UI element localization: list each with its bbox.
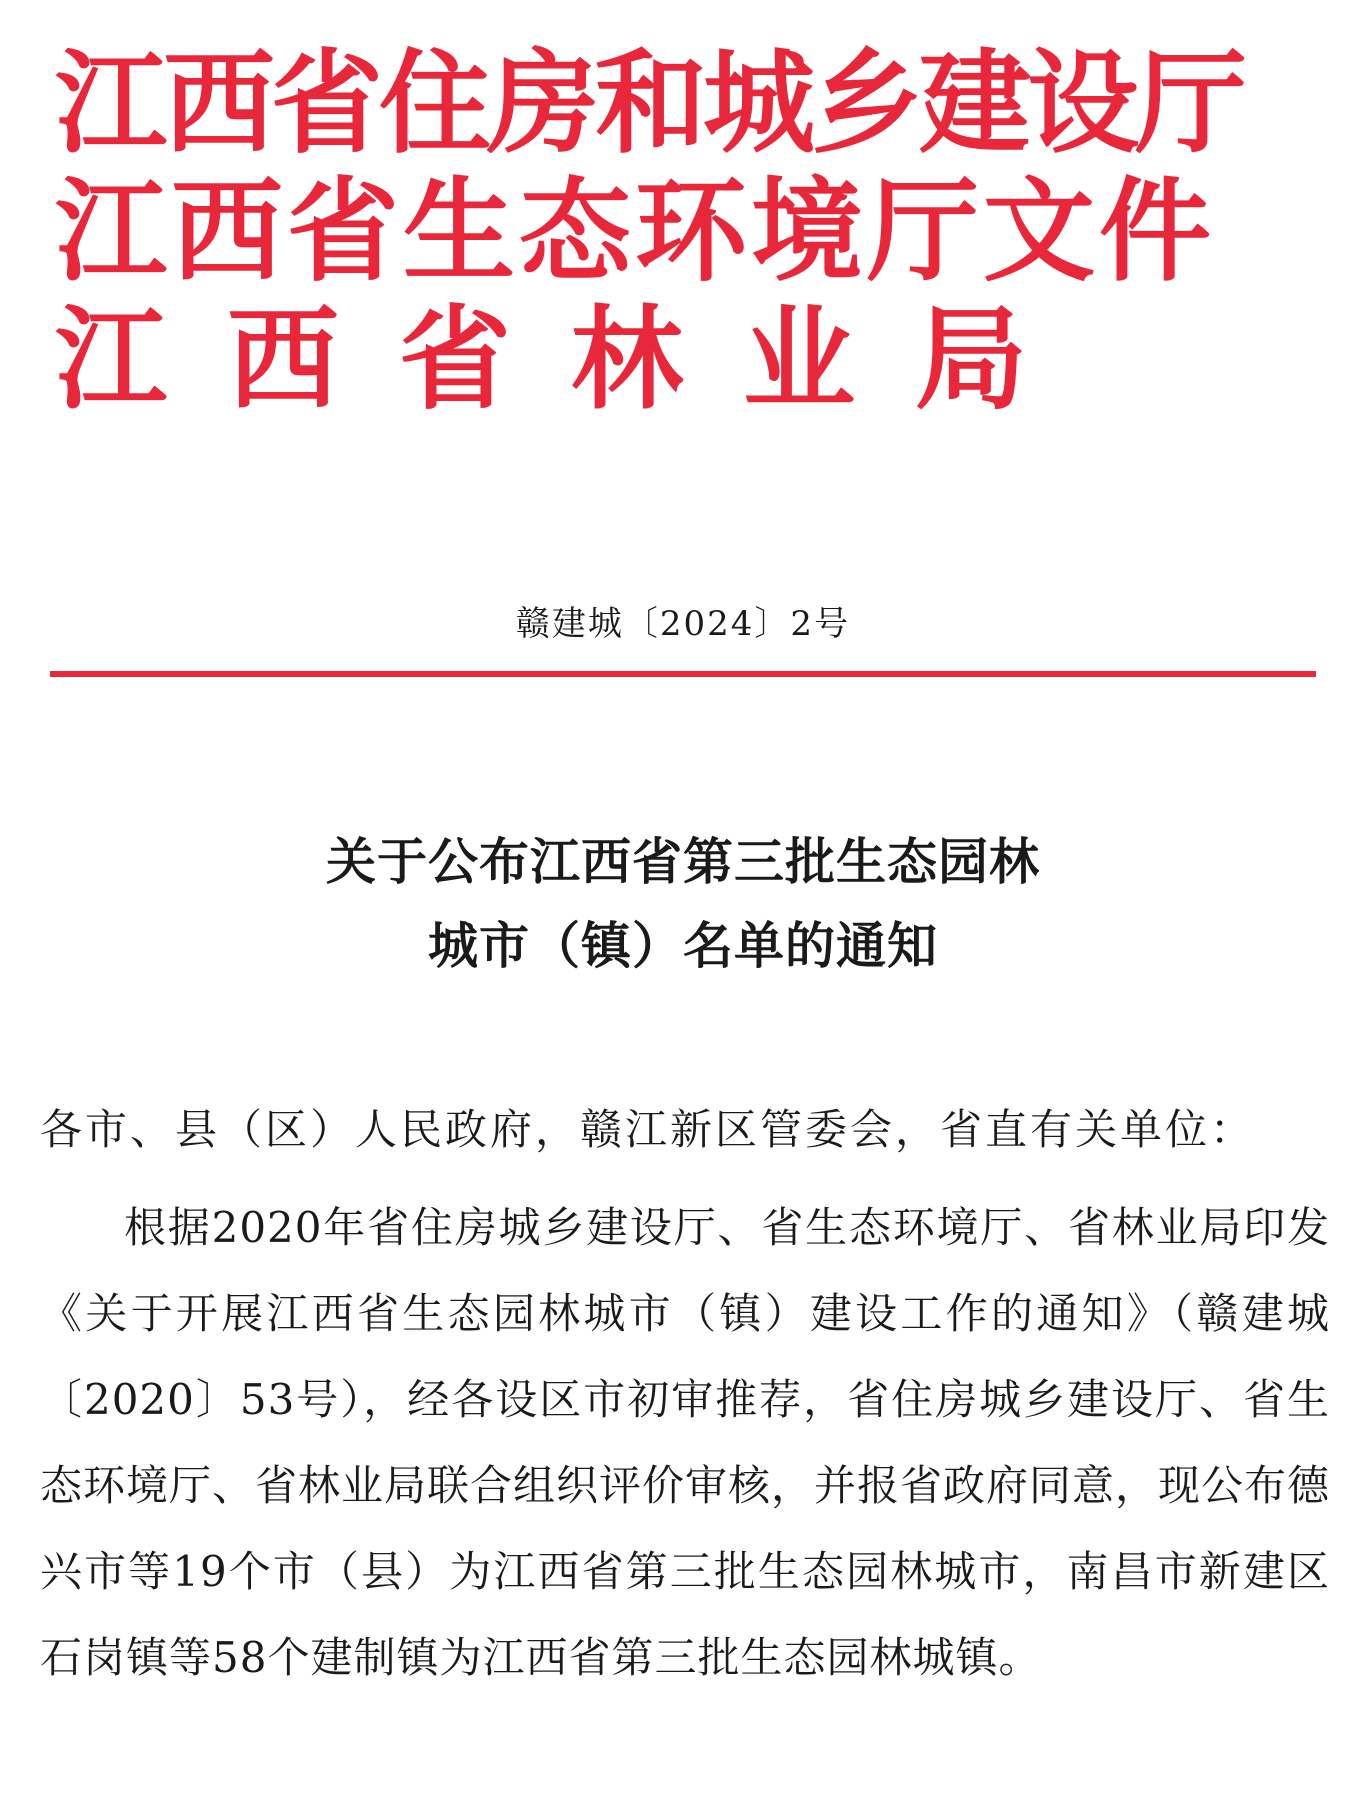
issuer-line-eco-env-dept: 江西省生态环境厅文件 (55, 167, 1215, 297)
salutation: 各市、县（区）人民政府，赣江新区管委会，省直有关单位： (40, 1105, 1256, 1154)
document-number: 赣建城〔2024〕2号 (515, 604, 851, 644)
issuer-line-forestry-bureau: 江西省林业局 (55, 295, 1087, 425)
notice-title-line1: 关于公布江西省第三批生态园林 (326, 833, 1040, 891)
body-paragraph: 根据2020年省住房城乡建设厅、省生态环境厅、省林业局印发《关于开展江西省生态园林城市（镇）建设工作的通知》（赣建城〔2020〕53号），经各设区市初审推荐，省住房城乡建设厅、省生态环境厅、省林业局联合组织评价审核，并报省政府同意，现公布德兴市等19个市（县）为江西省第三批生态园林城市，南昌市新建区石岗镇等58个建制镇为江西省第三批生态园林城镇。 (40, 1203, 1331, 1682)
notice-title-line2: 城市（镇）名单的通知 (428, 917, 938, 975)
issuer-line-housing-dept: 江西省住房和城乡建设厅 (55, 39, 1243, 169)
notice-title (0, 820, 1366, 988)
red-divider-line (50, 671, 1316, 677)
document-header (55, 40, 1325, 424)
